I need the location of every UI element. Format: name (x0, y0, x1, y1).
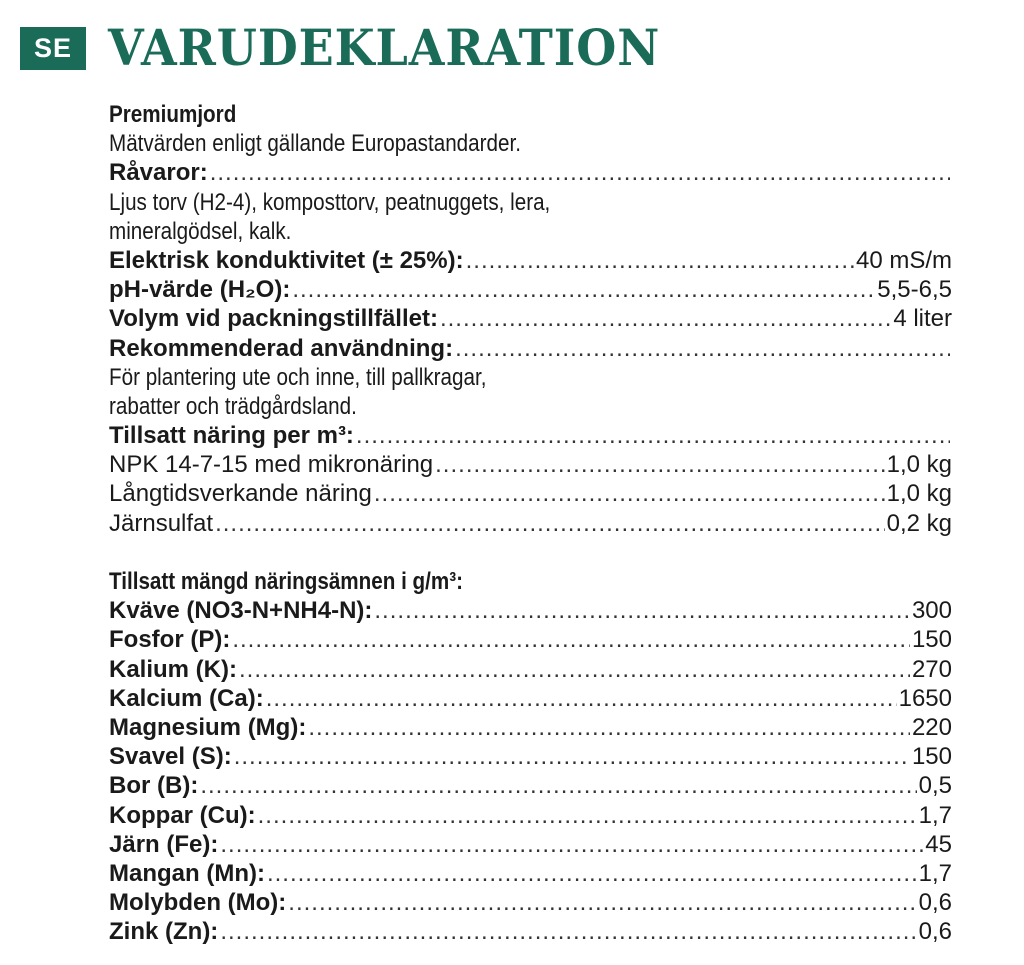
nutrient-label: Kalcium (Ca): (109, 684, 264, 712)
dot-leader (356, 421, 950, 450)
raw-materials-heading (109, 158, 952, 187)
product-subtitle: Mätvärden enligt gällande Europastandarder. (109, 130, 521, 158)
dot-leader (440, 304, 891, 333)
dot-leader (308, 713, 910, 742)
usage-line (109, 363, 952, 392)
dot-leader (374, 479, 885, 508)
property-value: 5,5-6,5 (877, 276, 952, 304)
raw-materials-text: Ljus torv (H2-4), komposttorv, peatnuggets, lera, (109, 188, 551, 216)
dot-leader (258, 801, 917, 830)
nutrient-row (109, 655, 952, 684)
usage-text: För plantering ute och inne, till pallkragar, (109, 363, 487, 391)
nutrient-list (109, 596, 952, 946)
dot-leader (239, 655, 910, 684)
added-nutrition-row (109, 509, 952, 538)
raw-materials-label: Råvaror: (109, 159, 208, 187)
property-value: 40 mS/m (855, 246, 952, 274)
nutrient-label: Bor (B): (109, 772, 199, 800)
raw-materials-text: mineralgödsel, kalk. (109, 217, 292, 245)
declaration-content (109, 100, 952, 946)
dot-leader (455, 334, 950, 363)
added-nutrition-value: 1,0 kg (886, 451, 952, 479)
added-nutrition-label: Tillsatt näring per m³: (109, 422, 354, 450)
nutrient-row (109, 742, 952, 771)
product-name: Premiumjord (109, 101, 237, 128)
added-nutrition-item: NPK 14-7-15 med mikronäring (109, 451, 434, 479)
nutrient-value: 0,6 (918, 918, 952, 946)
nutrient-value: 0,5 (918, 772, 952, 800)
page-title: VARUDEKLARATION (108, 18, 661, 77)
nutrient-value: 1,7 (918, 859, 952, 887)
dot-leader (292, 275, 875, 304)
property-row (109, 275, 952, 304)
nutrient-value: 0,6 (918, 889, 952, 917)
property-row (109, 304, 952, 333)
nutrient-value: 45 (925, 830, 952, 858)
dot-leader (220, 917, 916, 946)
nutrient-label: Mangan (Mn): (109, 859, 265, 887)
nutrient-label: Järn (Fe): (109, 830, 219, 858)
nutrient-value: 1,7 (918, 801, 952, 829)
added-nutrition-row (109, 479, 952, 508)
nutrient-row (109, 917, 952, 946)
dot-leader (200, 771, 916, 800)
nutrient-row (109, 801, 952, 830)
added-nutrition-item: Järnsulfat (109, 509, 214, 537)
property-row (109, 246, 952, 275)
dot-leader (435, 450, 884, 479)
nutrient-value: 150 (911, 743, 952, 771)
raw-materials-line (109, 217, 952, 246)
usage-text: rabatter och trädgårdsland. (109, 392, 357, 420)
added-nutrition-item: Långtidsverkande näring (109, 480, 372, 508)
nutrient-label: Fosfor (P): (109, 626, 231, 654)
dot-leader (266, 684, 897, 713)
dot-leader (374, 596, 910, 625)
dot-leader (234, 742, 910, 771)
dot-leader (267, 859, 917, 888)
dot-leader (220, 830, 923, 859)
nutrients-heading (109, 567, 952, 596)
property-value: 4 liter (893, 305, 952, 333)
dot-leader (232, 625, 910, 654)
usage-heading (109, 334, 952, 363)
property-label: Elektrisk konduktivitet (± 25%): (109, 246, 464, 274)
nutrient-label: Kväve (NO3-N+NH4-N): (109, 597, 373, 625)
dot-leader (466, 246, 854, 275)
nutrient-label: Zink (Zn): (109, 918, 219, 946)
nutrient-row (109, 771, 952, 800)
language-badge: SE (20, 27, 86, 70)
nutrient-label: Koppar (Cu): (109, 801, 256, 829)
added-nutrition-heading (109, 421, 952, 450)
nutrient-label: Kalium (K): (109, 655, 237, 683)
added-nutrition-value: 0,2 kg (886, 509, 952, 537)
raw-materials-line (109, 188, 952, 217)
product-subtitle-row (109, 129, 952, 158)
nutrient-row (109, 888, 952, 917)
nutrient-row (109, 596, 952, 625)
nutrient-value: 270 (911, 655, 952, 683)
dot-leader (288, 888, 916, 917)
nutrients-label: Tillsatt mängd näringsämnen i g/m³: (109, 568, 463, 595)
usage-label: Rekommenderad användning: (109, 334, 454, 362)
nutrient-row (109, 684, 952, 713)
added-nutrition-value: 1,0 kg (886, 480, 952, 508)
nutrient-row (109, 625, 952, 654)
usage-line (109, 392, 952, 421)
nutrient-value: 150 (911, 626, 952, 654)
nutrient-label: Magnesium (Mg): (109, 713, 307, 741)
nutrient-row (109, 859, 952, 888)
dot-leader (210, 158, 950, 187)
nutrient-row (109, 713, 952, 742)
nutrient-label: Molybden (Mo): (109, 889, 287, 917)
property-label: pH-värde (H₂O): (109, 276, 291, 304)
nutrient-value: 220 (911, 713, 952, 741)
nutrient-value: 1650 (898, 684, 952, 712)
spacer (109, 538, 952, 567)
product-name-row (109, 100, 952, 129)
added-nutrition-row (109, 450, 952, 479)
nutrient-label: Svavel (S): (109, 743, 232, 771)
dot-leader (215, 509, 885, 538)
nutrient-row (109, 830, 952, 859)
property-label: Volym vid packningstillfället: (109, 305, 438, 333)
nutrient-value: 300 (911, 597, 952, 625)
